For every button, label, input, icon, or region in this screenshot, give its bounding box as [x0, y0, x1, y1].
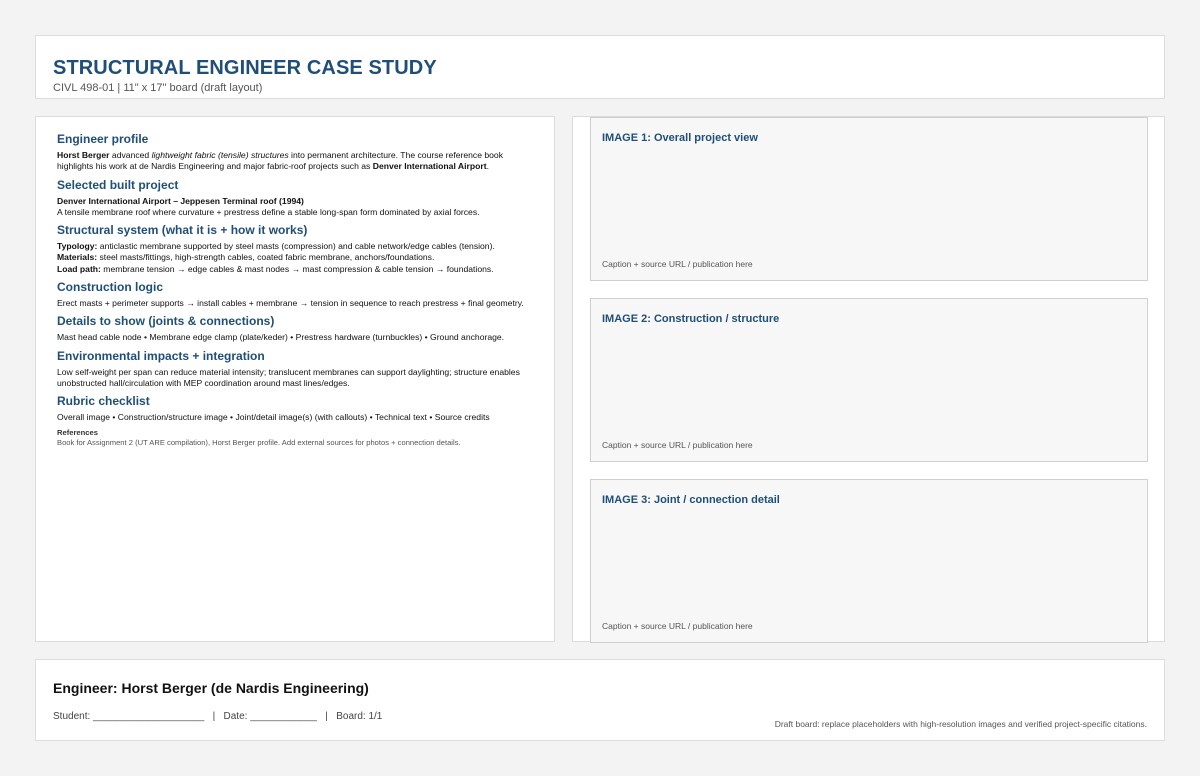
built-project-text: [57, 196, 527, 219]
materials-label: Materials:: [57, 252, 98, 263]
image-heading: IMAGE 2: Construction / structure: [602, 313, 780, 325]
construction-logic-text: Erect masts + perimeter supports → install cables + membrane → tension in sequence to reach prestress + final geometry.: [57, 298, 524, 309]
references-heading: References: [57, 427, 98, 437]
engineer-name: Horst Berger: [57, 150, 110, 160]
student-line-text: Student: ____________________ | Date: ____________ | Board: 1/1: [53, 711, 383, 722]
references-text: Book for Assignment 2 (UT ARE compilation), Horst Berger profile. Add external sources for photos + connection details.: [57, 437, 461, 447]
materials-text: steel masts/fittings, high-strength cables, coated fabric membrane, anchors/foundations.: [97, 252, 435, 263]
profile-strong: Denver International Airport: [372, 161, 487, 172]
image-caption: Caption + source URL / publication here: [602, 621, 753, 631]
text-content: [57, 132, 527, 448]
project-description: A tensile membrane roof where curvature + prestress define a stable long-span form dominated by axial forces.: [57, 206, 480, 217]
profile-text-part: into permanent architecture. The course reference book highlights his work at de Nardis Engineering and major fabric-roof projects such as: [57, 150, 503, 172]
engineer-profile-heading: Engineer profile: [57, 132, 149, 146]
page-subtitle: CIVL 498-01 | 11" x 17" board (draft layout): [53, 82, 263, 94]
image-caption: Caption + source URL / publication here: [602, 259, 753, 269]
image-heading: IMAGE 3: Joint / connection detail: [602, 494, 780, 506]
typology-label: Typology:: [57, 241, 98, 252]
environmental-text: Low self-weight per span can reduce material intensity; translucent membranes can support daylighting; structure enables unobstructed hall/circulation with MEP coordination around mast lines/edges.: [57, 366, 520, 388]
image-placeholder-3: [590, 479, 1148, 643]
profile-emphasis: lightweight fabric (tensile) structures: [151, 150, 289, 160]
image-heading: IMAGE 1: Overall project view: [602, 132, 758, 144]
draft-note: Draft board: replace placeholders with high-resolution images and verified project-specific citations.: [774, 719, 1147, 729]
typology-text: anticlastic membrane supported by steel masts (compression) and cable network/edge cables (tension).: [97, 241, 495, 252]
details-text: Mast head cable node • Membrane edge clamp (plate/keder) • Prestress hardware (turnbuckles) • Ground anchorage.: [57, 332, 505, 343]
page-title: STRUCTURAL ENGINEER CASE STUDY: [53, 57, 437, 79]
built-project-heading: Selected built project: [57, 177, 179, 192]
image-caption: Caption + source URL / publication here: [602, 440, 753, 450]
images-panel: [572, 116, 1165, 642]
construction-logic-heading: Construction logic: [57, 280, 163, 295]
engineer-profile-text: [57, 150, 527, 173]
engineer-title: Engineer: Horst Berger (de Nardis Engineering): [53, 680, 369, 696]
project-name: Denver International Airport – Jeppesen Terminal roof (1994): [57, 195, 304, 206]
environmental-heading: Environmental impacts + integration: [57, 348, 265, 363]
image-placeholder-1: [590, 117, 1148, 281]
rubric-heading: Rubric checklist: [57, 394, 150, 409]
footer-panel: [35, 659, 1165, 741]
text-panel: [35, 116, 555, 642]
load-path-text: membrane tension → edge cables & mast nodes → mast compression & cable tension → foundations.: [100, 263, 494, 274]
profile-text-part: advanced: [109, 150, 152, 160]
load-path-label: Load path:: [57, 263, 101, 274]
structural-system-text: [57, 241, 527, 275]
image-placeholder-2: [590, 298, 1148, 462]
details-heading: Details to show (joints & connections): [57, 314, 275, 329]
profile-text-part: .: [486, 161, 489, 172]
structural-system-heading: Structural system (what it is + how it works): [57, 223, 308, 238]
header-panel: [35, 35, 1165, 99]
rubric-text: Overall image • Construction/structure image • Joint/detail image(s) (with callouts) • Technical text • Source credits: [57, 412, 490, 423]
student-date-board-line: [53, 711, 382, 722]
